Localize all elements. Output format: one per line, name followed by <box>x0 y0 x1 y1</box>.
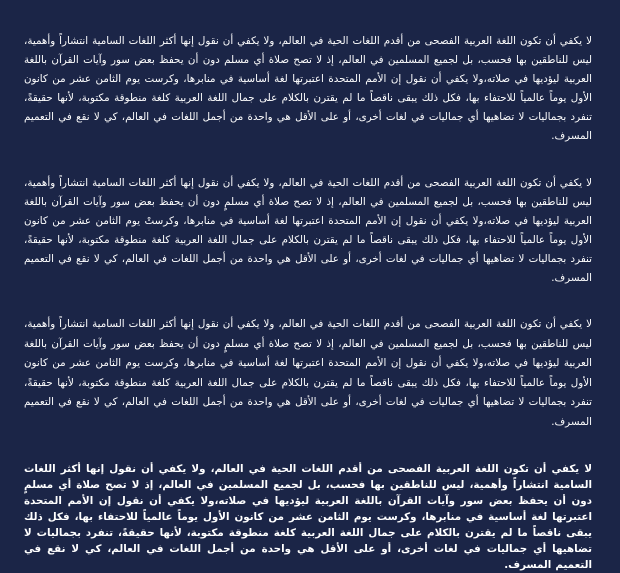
paragraph-3: لا يكفي أن تكون اللغة العربية الفصحى من أقدم اللغات الحية في العالم، ولا يكفي أن نقول إنها أكثر اللغات السامية انتشاراً وأهمية، ليس للناطقين بها فحسب، بل لجميع المسلمين في العالم، إذ لا تصح صلاة أي مسلمٍ دون أن يحفظ بعض سور وآيات القرآن باللغة العربية ليؤديها في صلاته،ولا يكفي أن نقول إن الأمم المتحدة اعتبرتها لغة أساسية في منابرها، وكرست يوم الثامن عشر من كانون الأول يوماً عالمياً للاحتفاء بها، فكل ذلك يبقى ناقصاً ما لم يقترن بالكلام على جمال اللغة العربية كلغة منطوقة مكتوبة، لأنها حقيقةً، تنفرد بجماليات لا تضاهيها أي جماليات في لغات أخرى، أو على الأقل هي واحدة من أجمل اللغات في العالم، كي لا نقع في التعميم المسرف. <box>24 318 592 428</box>
paragraph-4: لا يكفي أن تكون اللغة العربية الفصحى من أقدم اللغات الحية في العالم، ولا يكفي أن نقول إنها أكثر اللغات السامية انتشاراً وأهمية، ليس للناطقين بها فحسب، بل لجميع المسلمين في العالم، إذ لا تصح صلاة أي مسلمٍ دون أن يحفظ بعض سور وآيات القرآن باللغة العربية ليؤديها في صلاته،ولا يكفي أن نقول إن الأمم المتحدة اعتبرتها لغة أساسية في منابرها، وكرست يوم الثامن عشر من كانون الأول يوماً عالمياً للاحتفاء بها، فكل ذلك يبقى ناقصاً ما لم يقترن بالكلام على جمال اللغة العربية كلغة منطوقة مكتوبة، لأنها حقيقةً، تنفرد بجماليات لا تضاهيها أي جماليات في لغات أخرى، أو على الأقل هي واحدة من أجمل اللغات في العالم، كي لا نقع في التعميم المسرف. <box>24 463 592 571</box>
paragraph-1: لا يكفي أن تكون اللغة العربية الفصحى من أقدم اللغات الحية في العالم، ولا يكفي أن نقول إنها أكثر اللغات السامية انتشاراً وأهمية، ليس للناطقين بها فحسب، بل لجميع المسلمين في العالم، إذ لا تصح صلاة أي مسلم دون أن يحفظ بعض سور وآيات القرآن باللغة العربية ليؤديها في صلاته،ولا يكفي أن نقول إن الأمم المتحدة اعتبرتها لغة أساسية في منابرها، وكرست يوم الثامن عشر من كانون الأول يوماً عالمياً للاحتفاء بها، فكل ذلك يبقى ناقصاً ما لم يقترن بالكلام على جمال اللغة العربية كلغة منطوقة مكتوبة، لأنها حقيقةً، تنفرد بجماليات لا تضاهيها أي جماليات في لغات أخرى، أو على الأقل هي واحدة من أجمل اللغات في العالم، كي لا نقع في التعميم المسرف. <box>24 35 592 142</box>
paragraph-2: لا يكفي أن تكون اللغة العربية الفصحى من أقدم اللغات الحية في العالم، ولا يكفي أن نقول إنها أكثر اللغات السامية انتشاراً وأهمية، ليس للناطقين بها فحسب، بل لجميع المسلمين في العالم، إذ لا تصح صلاة أي مسلمٍ دون أن يحفظ بعض سور وآيات القرآن باللغة العربية ليؤديها في صلاته،ولا يكفي أن نقول إن الأمم المتحدة اعتبرتها لغة أساسية في منابرها، وكرستْ يوم الثامن عشر من كانون الأول يوماً عالمياً للاحتفاء بها، فكل ذلك يبقى ناقصاً ما لم يقترن بالكلام على جمال اللغة العربية كلغة منطوقة مكتوبة، لأنها حقيقةً، تنفرد بجماليات لا تضاهيها أي جماليات في لغات أخرى، أو على الأقل هي واحدة من أجمل اللغات في العالم، كي لا نقع في التعميم المسرف. <box>24 177 592 284</box>
